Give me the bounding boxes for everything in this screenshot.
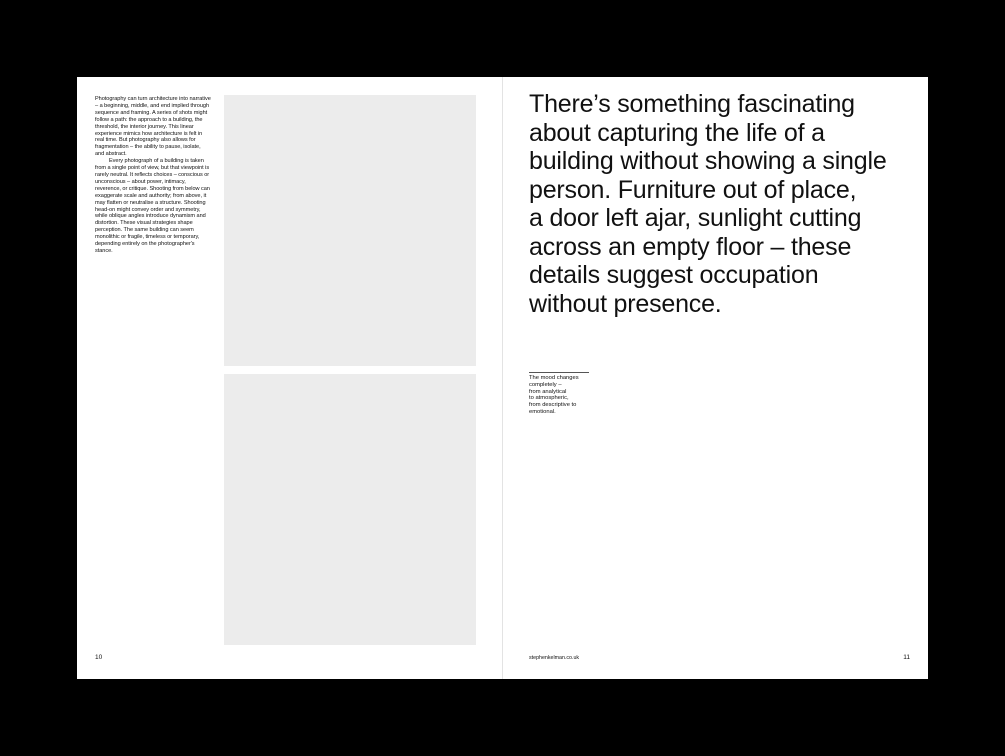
pull-quote [529,90,911,318]
body-text-column [95,96,211,255]
quote-line: across an empty floor – these [529,232,852,261]
website-footer: stephenkelman.co.uk [529,655,580,661]
quote-line: details suggest occupation [529,261,819,289]
caption-line: completely – [529,381,562,388]
caption-line: to atmospheric, [529,395,569,402]
side-caption [529,372,589,416]
page-number-right: 11 [903,654,910,661]
quote-line: about capturing the life of a [529,118,825,147]
image-placeholder-top [224,95,476,366]
caption-line: from descriptive to [529,402,577,409]
caption-line: from analytical [529,388,567,395]
body-paragraph-2: Every photograph of a building is taken from a single point of view, but that viewpoint is rarely neutral. It reflects choices – conscious or unconscious – about power, intimacy, reverence, or critique. Shooting from below can exaggerate scale and authority; from above, it may flatten or neutralise a structure. Shooting head-on might convey order and symmetry, while oblique angles introduce dynamism and distortion. These visual strategies shape perception. The same building can seem monolithic or fragile, timeless or temporary, depending entirely on the photographer's stance. [95,158,210,254]
magazine-spread [77,77,928,679]
caption-line: emotional. [529,408,556,415]
page-number-left: 10 [95,654,103,661]
quote-line: building without showing a single [529,147,887,175]
quote-line: There’s something fascinating [529,90,855,118]
quote-line: person. Furniture out of place, [529,175,857,204]
right-page [503,77,928,679]
left-page [77,77,502,679]
quote-line: a door left ajar, sunlight cutting [529,204,862,232]
body-paragraph-1: Photography can turn architecture into narrative – a beginning, middle, and end implied through sequence and framing. A series of shots might follow a path: the approach to a building, the threshold, the interior journey. This linear experience mimics how architecture is felt in real time. But photography also allows for fragmentation – the ability to pause, isolate, and abstract. [95,96,211,158]
caption-line: The mood changes [529,375,579,381]
image-placeholder-bottom [224,374,476,645]
quote-line: without presence. [529,289,722,318]
